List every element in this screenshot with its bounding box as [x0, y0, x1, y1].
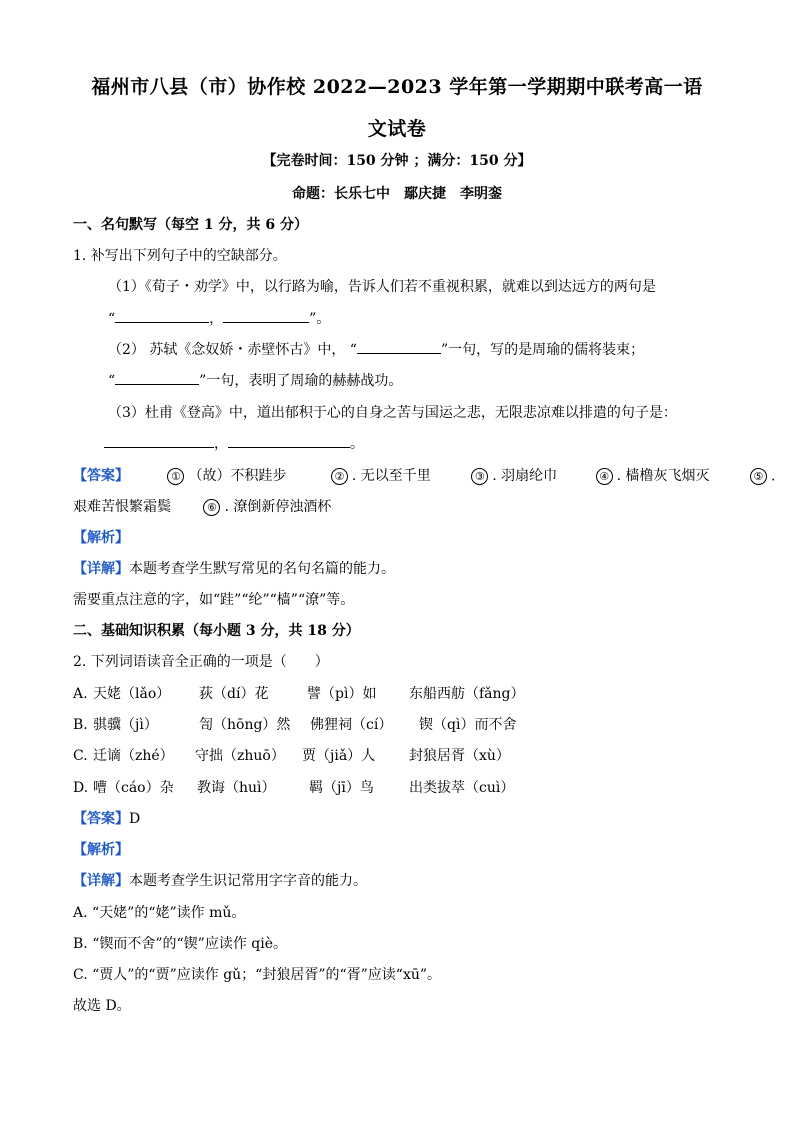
answer-5: ⑤ .	[750, 468, 775, 485]
blank-1[interactable]	[115, 308, 209, 323]
detail-text: 本题考查学生识记常用字字音的能力。	[129, 873, 367, 889]
detail-tag: 【详解】	[73, 561, 129, 577]
q2-answer	[73, 808, 140, 828]
q1-part2-line2	[108, 370, 402, 390]
q1-part3-blanks	[104, 433, 364, 453]
comma: ，	[209, 311, 224, 327]
blank-4[interactable]	[115, 370, 199, 385]
q2-detail	[73, 870, 367, 890]
q2-option-d: D. 嘈（cáo）杂 教诲（huì） 羁（jī）鸟 出类拔萃（cuì）	[73, 780, 515, 796]
close-quote: ”。	[309, 311, 331, 327]
exam-info: 【完卷时间：150 分钟 ；满分：150 分】	[262, 153, 532, 169]
q1-part3-text: （3）杜甫《登高》中，道出郁积于心的自身之苦与国运之悲，无限悲凉难以排遣的句子是：	[108, 405, 677, 421]
part2-line2-suffix: ”一句，表明了周瑜的赫赫战功。	[199, 373, 403, 389]
part2-prefix: （2） 苏轼《念奴娇・赤壁怀古》中， “	[108, 342, 357, 358]
blank-6[interactable]	[228, 433, 350, 448]
q1-part1-text: （1）《荀子・劝学》中，以行路为喻，告诉人们若不重视积累，就难以到达远方的两句是	[108, 279, 656, 295]
q1-part1-blanks	[108, 308, 330, 328]
q2-option-a: A. 天姥（lǎo） 荻（dí）花 譬（pì）如 东船西舫（fǎng）	[73, 686, 525, 702]
detail-tag: 【详解】	[73, 873, 129, 889]
q2-expl-a: A. “天姥”的“姥”读作 mǔ。	[73, 905, 246, 921]
blank-3[interactable]	[357, 339, 441, 354]
answer-5-text: 艰难苦恨繁霜鬓	[73, 499, 171, 515]
answer-6: ⑥ . 潦倒新停浊酒杯	[203, 496, 331, 516]
period: 。	[350, 436, 364, 452]
answer-2: ② . 无以至千里	[331, 465, 431, 485]
q2-expl-b: B. “锲而不舍”的“锲”应读作 qiè。	[73, 936, 287, 952]
answer-3: ③ . 羽扇纶巾	[471, 465, 557, 485]
blank-2[interactable]	[223, 308, 309, 323]
q1-detail	[73, 558, 395, 578]
q1-note: 需要重点注意的字，如“跬”“纶”“樯”“潦”等。	[73, 592, 355, 608]
comma: ，	[214, 436, 228, 452]
q1-answer-line2	[73, 496, 331, 516]
q2-conclusion: 故选 D。	[73, 998, 131, 1014]
q1-answer-line1	[73, 465, 775, 485]
q1-stem: 1. 补写出下列句子中的空缺部分。	[73, 248, 287, 264]
answer-1: ① （故）不积跬步	[167, 465, 286, 485]
answer-tag: 【答案】	[73, 811, 129, 827]
part2-suffix: ”一句，写的是周瑜的儒将装束；	[440, 342, 645, 358]
blank-5[interactable]	[104, 433, 214, 448]
open-quote: “	[108, 311, 116, 327]
open-quote: “	[108, 373, 116, 389]
q2-expl-c: C. “贾人”的“贾”应读作 gǔ；“封狼居胥”的“胥”应读“xū”。	[73, 967, 442, 983]
q2-option-c: C. 迁谪（zhé） 守拙（zhuō） 贾（jiǎ）人 封狼居胥（xù）	[73, 748, 510, 764]
answer-value: D	[129, 811, 141, 827]
q1-part2-line1	[108, 339, 644, 359]
section2-heading: 二、基础知识积累（每小题 3 分，共 18 分）	[73, 623, 360, 639]
exam-authors: 命题：长乐七中 鄢庆捷 李明銮	[292, 186, 502, 202]
q2-option-b: B. 骐骥（jì） 訇（hōng）然 佛狸祠（cí） 锲（qì）而不舍	[73, 717, 517, 733]
exam-title-line1: 福州市八县（市）协作校 2022—2023 学年第一学期期中联考高一语	[91, 76, 703, 98]
answer-4: ④ . 樯橹灰飞烟灭	[596, 465, 710, 485]
q1-analysis-tag: 【解析】	[73, 530, 129, 546]
detail-text: 本题考查学生默写常见的名句名篇的能力。	[129, 561, 395, 577]
section1-heading: 一、名句默写（每空 1 分，共 6 分）	[73, 217, 308, 233]
exam-title-line2: 文试卷	[367, 118, 427, 140]
q2-analysis-tag: 【解析】	[73, 842, 129, 858]
answer-tag: 【答案】	[73, 468, 129, 484]
q2-stem: 2. 下列词语读音全正确的一项是（ ）	[73, 654, 329, 670]
